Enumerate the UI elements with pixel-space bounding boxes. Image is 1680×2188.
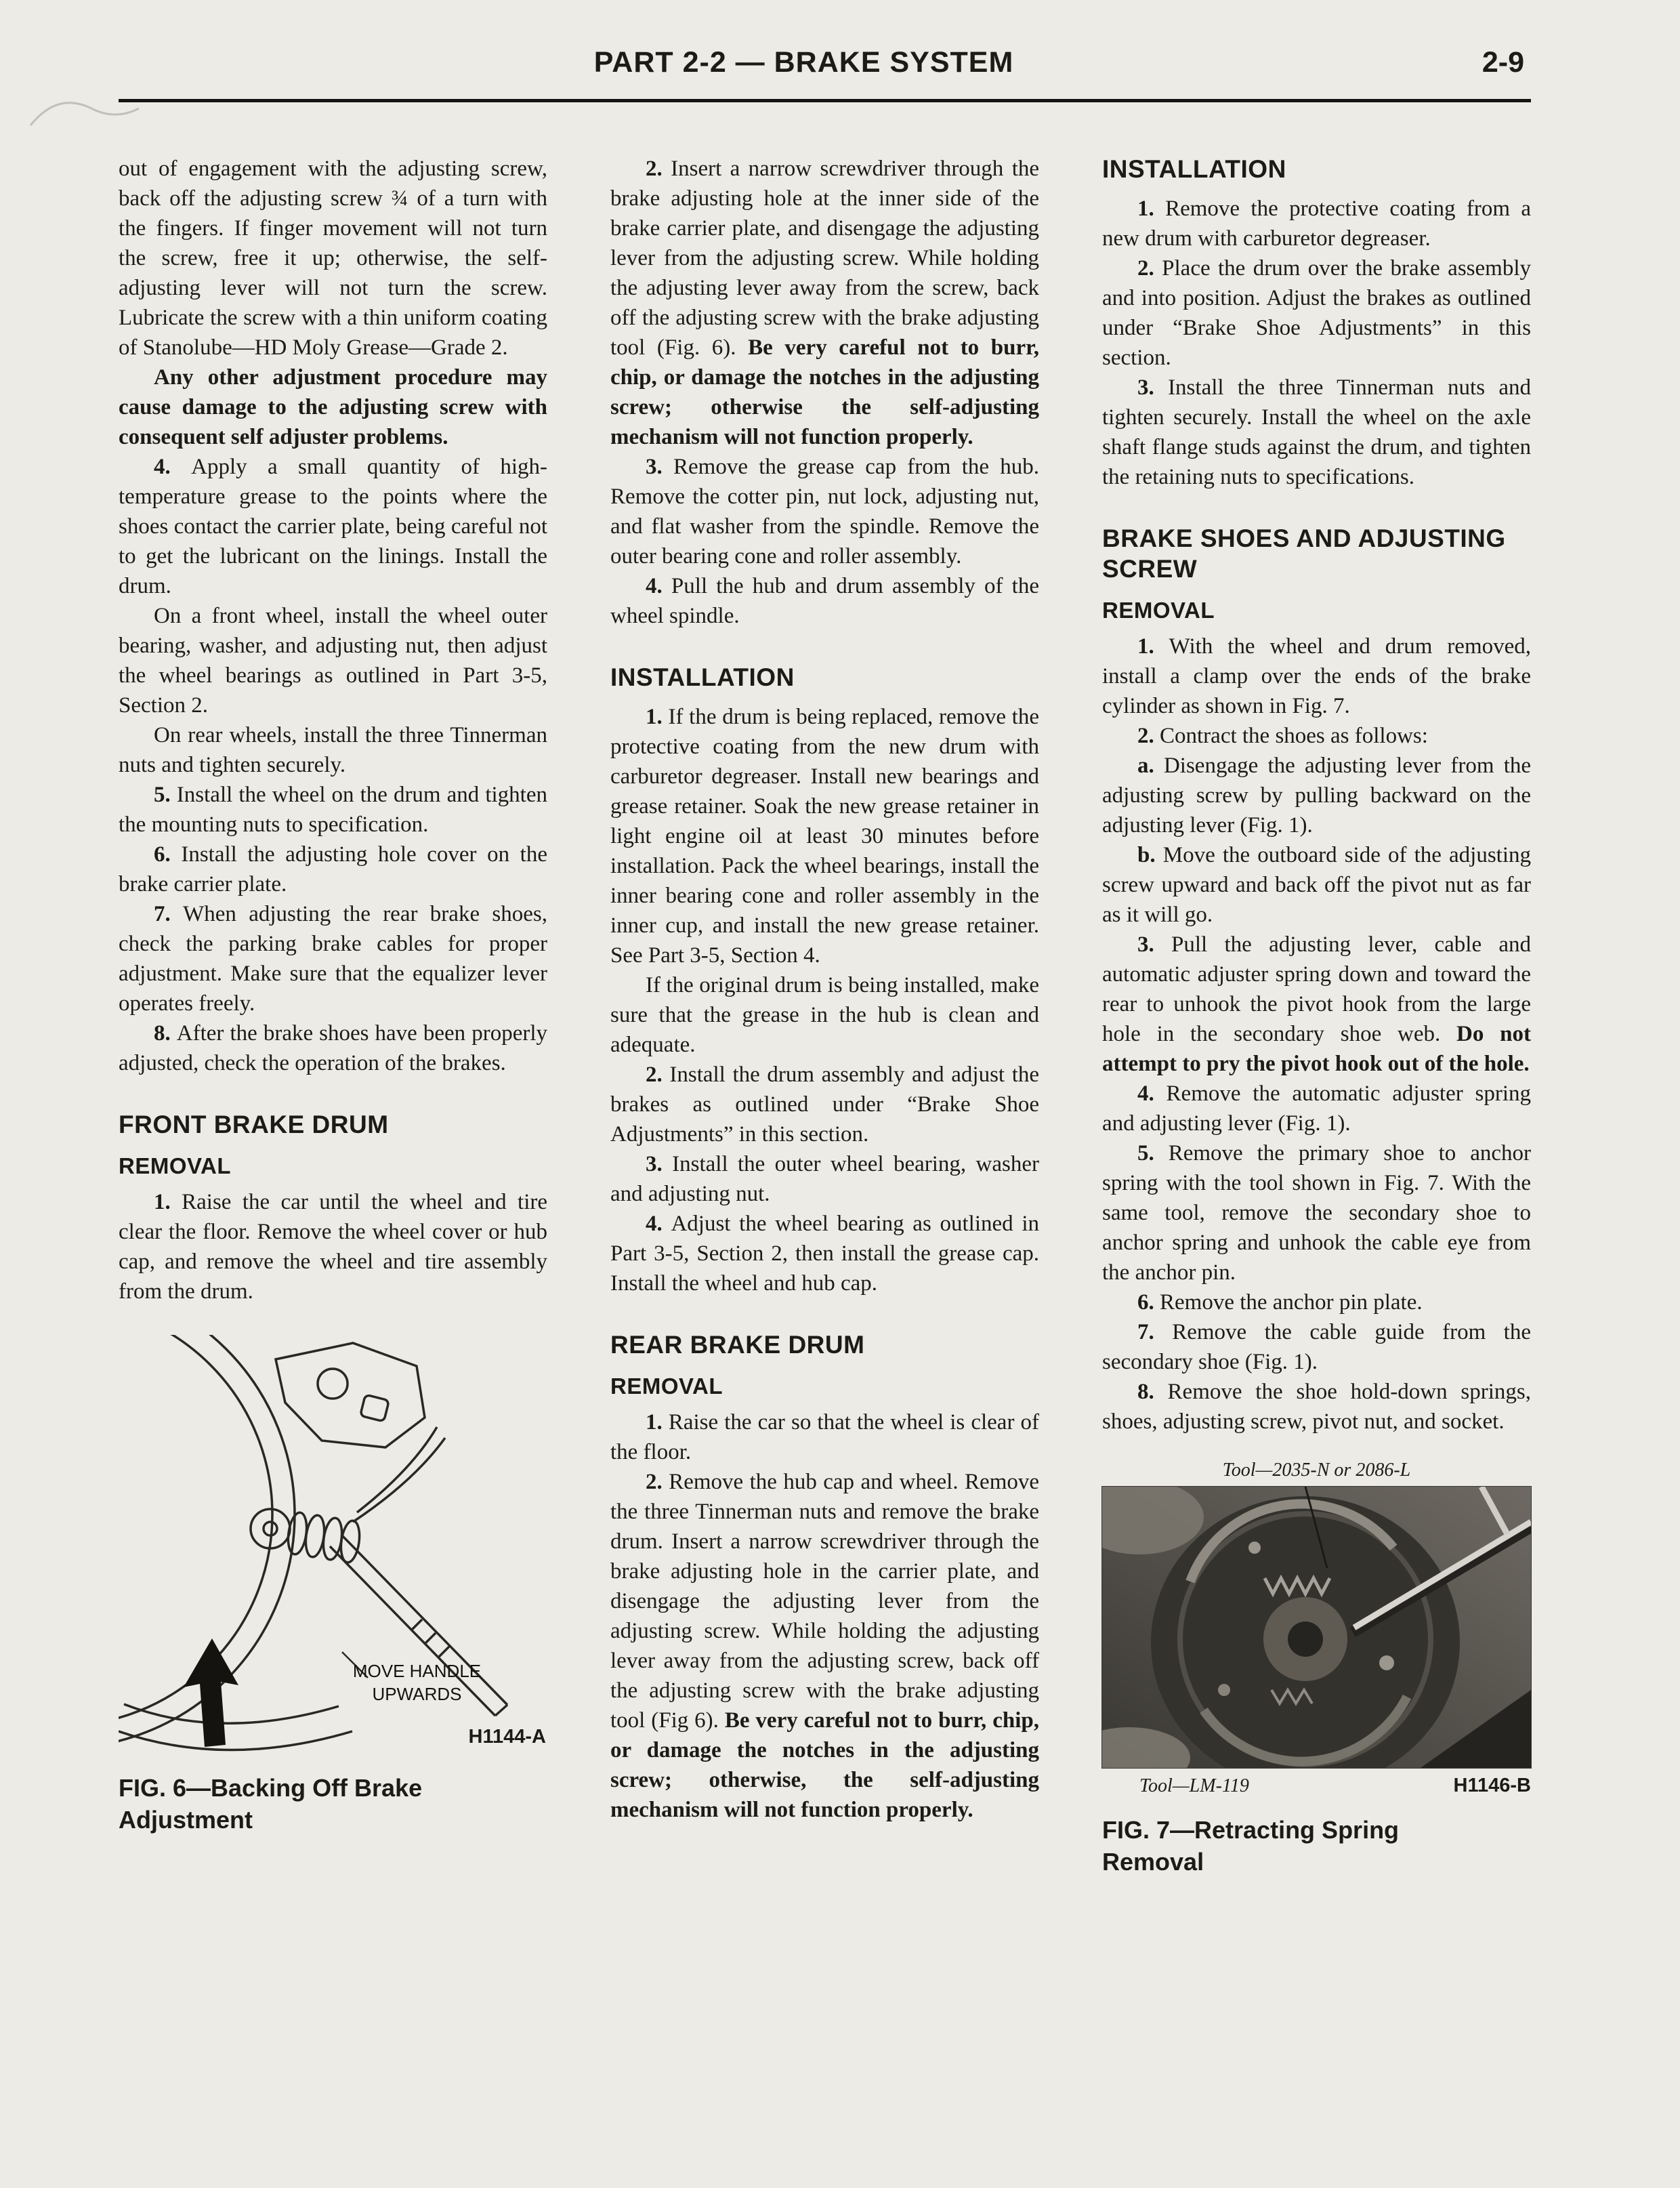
bold-text-run: 4. (154, 455, 192, 479)
paragraph (1102, 632, 1531, 721)
bold-text-run: 3. (646, 1152, 673, 1177)
text-run: Install the adjusting hole cover on the brake carrier plate. (119, 842, 547, 896)
bold-text-run: Be very careful not to burr, chip, or damage the notches in the adjusting screw; otherwise the self-adjusting mechanism will not function properly. (610, 335, 1039, 449)
text-run: Raise the car until the wheel and tire clear the floor. Remove the wheel cover or hub cap, and remove the wheel and tire assembly from the drum. (119, 1190, 547, 1304)
move-handle-upwards-label: MOVE HANDLE UPWARDS (352, 1661, 482, 1704)
subsection-heading: REMOVAL (119, 1153, 232, 1179)
paragraph (1102, 930, 1531, 1079)
page-header (119, 46, 1531, 94)
bold-text-run: 5. (154, 783, 177, 807)
column-2 (610, 154, 1039, 1878)
paragraph (1102, 253, 1531, 373)
paragraph (1102, 1287, 1531, 1317)
text-run: out of engagement with the adjusting screw, back off the adjusting screw ¾ of a turn with the fingers. If finger movement will not turn the screw, free it up; otherwise, the self-adjusting lever will not turn the screw. Lubricate the screw with a thin uniform coating of Stanolube—HD Moly Grease—Grade 2. (119, 157, 547, 360)
bold-text-run: a. (1137, 754, 1164, 779)
text-run: Install the three Tinnerman nuts and tighten securely. Install the wheel on the axle shaft flange studs against the drum, and tighten the retaining nuts to specifications. (1102, 375, 1532, 490)
paragraph (610, 1149, 1039, 1209)
figure-7-caption: FIG. 7—Retracting Spring Removal (1102, 1816, 1400, 1876)
bold-text-run: 1. (1137, 634, 1169, 659)
text-run: On rear wheels, install the three Tinnerman nuts and tighten securely. (119, 723, 547, 777)
bold-text-run: 3. (1137, 375, 1169, 400)
text-run: Install the wheel on the drum and tighten the mounting nuts to specification. (119, 783, 547, 837)
text-run: Remove the cable guide from the secondary shoe (Fig. 1). (1102, 1320, 1531, 1375)
text-run: After the brake shoes have been properly adjusted, check the operation of the brakes. (119, 1021, 548, 1075)
text-run: Remove the primary shoe to anchor spring with the tool shown in Fig. 7. With the same tool, remove the secondary shoe to anchor spring and unhook the cable eye from the anchor pin. (1102, 1141, 1532, 1285)
figure-6-code: H1144-A (468, 1726, 546, 1748)
paragraph (610, 1407, 1039, 1467)
bold-text-run: 7. (1137, 1320, 1173, 1345)
bold-text-run: 6. (1137, 1290, 1160, 1315)
paragraph (1102, 751, 1531, 840)
section-heading: REAR BRAKE DRUM (610, 1331, 865, 1359)
bold-text-run: 2. (646, 1062, 670, 1088)
text-run: Insert a narrow screwdriver through the brake adjusting hole at the inner side of the brake carrier plate, and disengage the adjusting lever from the adjusting screw. While holding the adjusting lever away from the screw, back off the adjusting screw with the brake adjusting tool (Fig. 6). (610, 157, 1040, 360)
bold-text-run: 1. (154, 1190, 182, 1215)
bold-text-run: 8. (1137, 1380, 1168, 1405)
bold-text-run: Do not attempt to pry the pivot hook out of the hole. (1102, 1022, 1531, 1077)
bold-text-run: 2. (1137, 724, 1160, 749)
paragraph (119, 1018, 547, 1078)
bold-text-run: 2. (1137, 256, 1162, 281)
text-run: Remove the shoe hold-down springs, shoes, adjusting screw, pivot nut, and socket. (1102, 1380, 1532, 1434)
text-run: Contract the shoes as follows: (1160, 724, 1428, 749)
figure-7-tool-bottom-label: Tool—LM-119 (1139, 1775, 1249, 1797)
paragraph (119, 1187, 547, 1306)
text-run: Remove the automatic adjuster spring and adjusting lever (Fig. 1). (1102, 1081, 1531, 1136)
text-run: Install the drum assembly and adjust the brakes as outlined under “Brake Shoe Adjustments” in this section. (610, 1062, 1040, 1147)
figure-6-drawing (119, 1335, 547, 1755)
bold-text-run: 3. (646, 455, 673, 479)
bold-text-run: 3. (1137, 932, 1172, 957)
paragraph (119, 601, 547, 720)
bold-text-run: 6. (154, 842, 182, 867)
figure-7 (1102, 1460, 1531, 1878)
bold-text-run: 1. (1137, 197, 1166, 222)
header-rule (119, 99, 1531, 102)
figure-7-label-row (1102, 1775, 1531, 1797)
text-run: Remove the grease cap from the hub. Remove the cotter pin, nut lock, adjusting nut, and flat washer from the spindle. Remove the outer bearing cone and roller assembly. (610, 455, 1040, 569)
bold-text-run: 1. (646, 705, 669, 730)
text-run: Disengage the adjusting lever from the adjusting screw by pulling backward on the adjusting lever (Fig. 1). (1102, 754, 1532, 838)
paragraph (119, 452, 547, 601)
paragraph (1102, 1377, 1531, 1437)
paragraph (119, 780, 547, 840)
paragraph (1102, 194, 1531, 253)
text-run: Raise the car so that the wheel is clear of the floor. (610, 1410, 1040, 1465)
paragraph (119, 899, 547, 1018)
paragraph (119, 154, 547, 363)
brake-assembly-photo-icon (1102, 1487, 1531, 1768)
paragraph (1102, 840, 1531, 930)
figure-7-photo (1102, 1487, 1531, 1768)
paragraph (610, 702, 1039, 970)
paragraph (610, 1467, 1039, 1825)
figure-6 (119, 1335, 547, 1836)
subsection-heading: REMOVAL (1102, 598, 1215, 623)
paragraph (119, 363, 547, 452)
bold-text-run: 4. (646, 1212, 671, 1237)
text-run: On a front wheel, install the wheel outer bearing, washer, and adjusting nut, then adjust the wheel bearings as outlined in Part 3-5, Section 2. (119, 604, 547, 718)
page-number: 2-9 (1482, 46, 1524, 79)
bold-text-run: 1. (646, 1410, 669, 1435)
text-run: Move the outboard side of the adjusting screw upward and back off the pivot nut as far as it will go. (1102, 843, 1531, 928)
text-run: Install the outer wheel bearing, washer and adjusting nut. (610, 1152, 1040, 1207)
subsection-heading: REMOVAL (610, 1374, 723, 1399)
paragraph (1102, 1079, 1531, 1138)
pencil-scan-artifact (27, 88, 142, 136)
paragraph (1102, 373, 1531, 492)
bold-text-run: 2. (646, 157, 671, 181)
text-run: Apply a small quantity of high-temperature grease to the points where the shoes contact the carrier plate, being careful not to get the lubricant on the linings. Install the drum. (119, 455, 547, 598)
bold-text-run: b. (1137, 843, 1163, 868)
text-run: Pull the hub and drum assembly of the wheel spindle. (610, 574, 1040, 628)
section-heading: INSTALLATION (610, 663, 795, 691)
page-content (119, 154, 1531, 1878)
text-run: Remove the anchor pin plate. (1160, 1290, 1423, 1315)
paragraph (610, 452, 1039, 571)
section-heading: INSTALLATION (1102, 155, 1286, 183)
text-run: If the original drum is being installed, make sure that the grease in the hub is clean and adequate. (610, 973, 1039, 1058)
paragraph (1102, 1138, 1531, 1287)
text-run: Place the drum over the brake assembly and into position. Adjust the brakes as outlined under “Brake Shoe Adjustments” in this section. (1102, 256, 1531, 371)
bold-text-run: 4. (1137, 1081, 1167, 1107)
paragraph (119, 840, 547, 899)
figure-7-tool-top-label: Tool—2035-N or 2086-L (1222, 1460, 1411, 1481)
section-heading: BRAKE SHOES AND ADJUSTING SCREW (1102, 524, 1506, 583)
arrow-up-icon (184, 1638, 238, 1747)
paragraph (610, 571, 1039, 631)
bold-text-run: 2. (646, 1470, 669, 1495)
paragraph (1102, 1317, 1531, 1377)
text-run: Remove the protective coating from a new drum with carburetor degreaser. (1102, 197, 1532, 251)
column-3 (1102, 154, 1531, 1878)
paragraph (1102, 721, 1531, 751)
paragraph (119, 720, 547, 780)
text-run: When adjusting the rear brake shoes, check the parking brake cables for proper adjustment. Make sure that the equalizer lever operates freely. (119, 902, 548, 1016)
column-1 (119, 154, 547, 1878)
figure-6-caption: FIG. 6—Backing Off Brake Adjustment (119, 1774, 423, 1834)
text-run: With the wheel and drum removed, install a clamp over the ends of the brake cylinder as shown in Fig. 7. (1102, 634, 1532, 719)
text-run: Pull the adjusting lever, cable and automatic adjuster spring down and toward the rear to unhook the pivot hook from the large hole in the secondary shoe web. (1102, 932, 1532, 1047)
text-run: Adjust the wheel bearing as outlined in Part 3-5, Section 2, then install the grease cap. Install the wheel and hub cap. (610, 1212, 1040, 1296)
text-run: If the drum is being replaced, remove the protective coating from the new drum with carburetor degreaser. Install new bearings and grease retainer. Soak the new grease retainer in light engine oil at least 30 minutes before installation. Pack the wheel bearings, install the inner bearing cone and roller assembly in the inner cup, and install the new grease retainer. See Part 3-5, Section 4. (610, 705, 1039, 968)
paragraph (610, 1060, 1039, 1149)
bold-text-run: Any other adjustment procedure may cause damage to the adjusting screw with consequent self adjuster problems. (119, 365, 547, 449)
paragraph (610, 154, 1039, 452)
page-title: PART 2-2 — BRAKE SYSTEM (593, 46, 1014, 79)
paragraph (610, 1209, 1039, 1298)
bold-text-run: 5. (1137, 1141, 1169, 1166)
bold-text-run: 4. (646, 574, 671, 598)
section-heading: FRONT BRAKE DRUM (119, 1111, 389, 1138)
text-run: Remove the hub cap and wheel. Remove the three Tinnerman nuts and remove the brake drum. Insert a narrow screwdriver through the brake adjusting hole in the carrier plate, and disengage the adjusting lever from the adjusting screw. While holding the adjusting lever away from the adjusting screw, back off the adjusting screw with the brake adjusting tool (Fig 6). (610, 1470, 1040, 1733)
bold-text-run: 8. (154, 1021, 177, 1046)
bold-text-run: 7. (154, 902, 184, 926)
bold-text-run: Be very careful not to burr, chip, or damage the notches in the adjusting screw; otherwise, the self-adjusting mechanism will not function properly. (610, 1708, 1039, 1823)
figure-7-code: H1146-B (1453, 1775, 1531, 1797)
paragraph (610, 970, 1039, 1060)
